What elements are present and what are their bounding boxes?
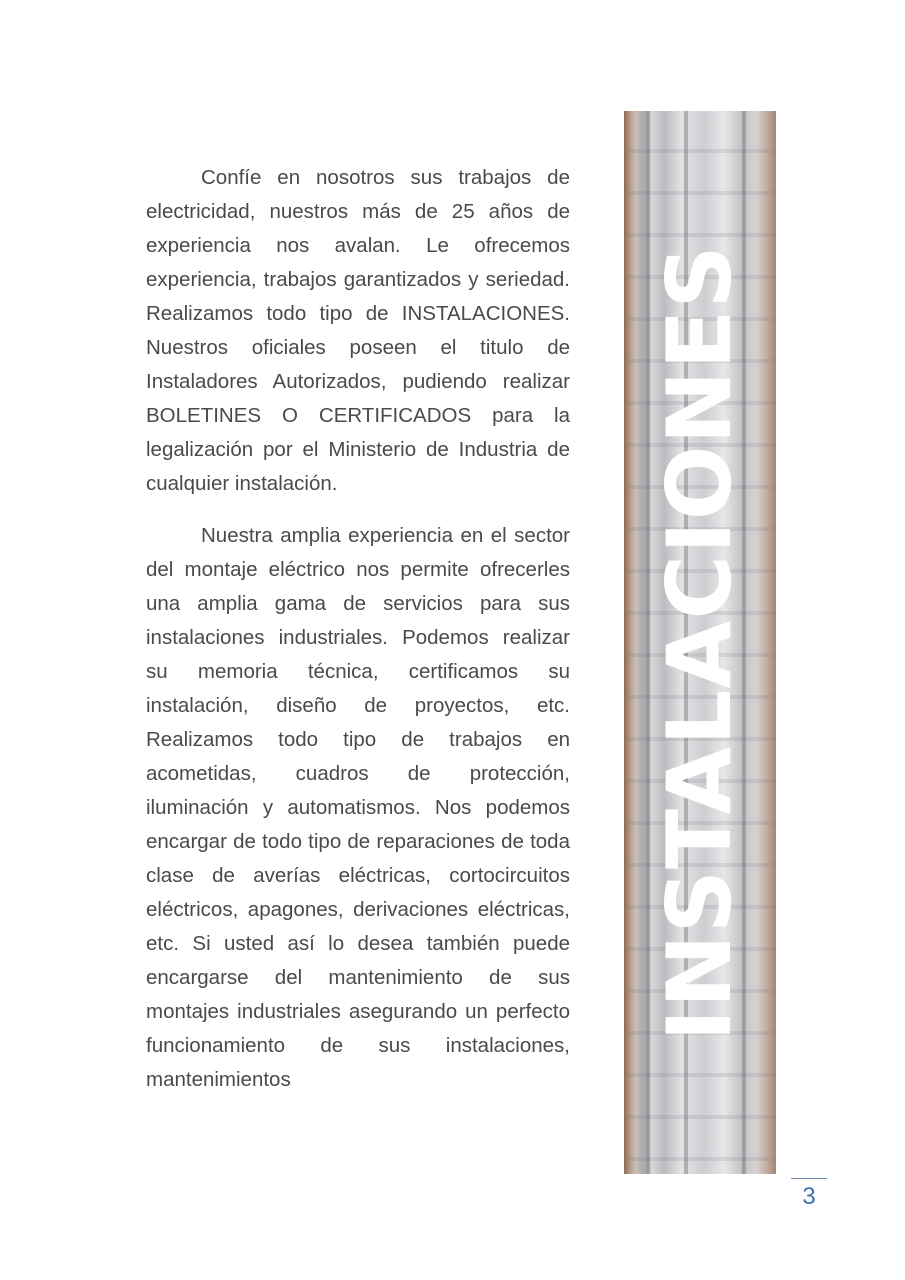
body-text-column — [146, 161, 570, 1115]
paragraph-intro: Confíe en nosotros sus trabajos de electricidad, nuestros más de 25 años de experiencia nos avalan. Le ofrecemos experiencia, trabajos garantizados y seriedad. Realizamos todo tipo de INSTALACIONES. Nuestros oficiales poseen el titulo de Instaladores Autorizados, pudiendo realizar BOLETINES O CERTIFICADOS para la legalización por el Ministerio de Industria de cualquier instalación. — [146, 166, 570, 495]
banner-title: INSTALACIONES — [648, 243, 751, 1042]
page-number: 3 — [802, 1183, 816, 1210]
paragraph-services: Nuestra amplia experiencia en el sector del montaje eléctrico nos permite ofrecerles una amplia gama de servicios para sus instalaciones industriales. Podemos realizar su memoria técnica, certificamos su instalación, diseño de proyectos, etc. Realizamos todo tipo de trabajos en acometidas, cuadros de protección, iluminación y automatismos. Nos podemos encargar de todo tipo de reparaciones de toda clase de averías eléctricas, cortocircuitos eléctricos, apagones, derivaciones eléctricas, etc. Si usted así lo desea también puede encargarse del mantenimiento de sus montajes industriales asegurando un perfecto funcionamiento de sus instalaciones, mantenimientos — [146, 524, 570, 1091]
side-banner-image — [624, 111, 776, 1174]
page-number-rule — [791, 1178, 827, 1179]
